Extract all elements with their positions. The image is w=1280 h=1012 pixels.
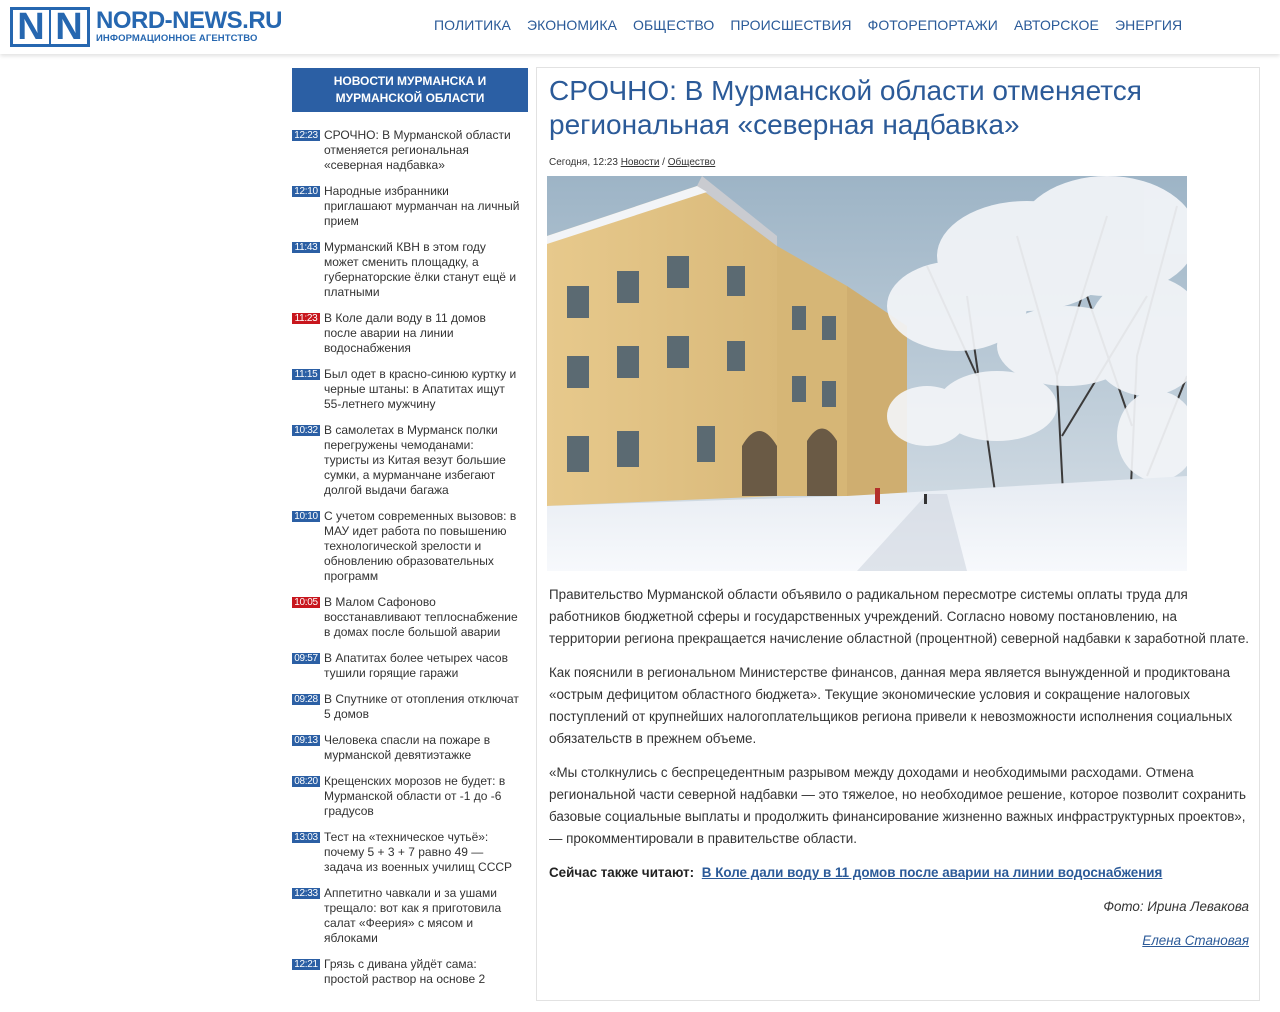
nav-energy[interactable]: ЭНЕРГИЯ [1114,17,1183,33]
news-item[interactable] [292,311,528,356]
news-sidebar [292,68,528,998]
news-item[interactable] [292,957,528,987]
logo-name: NORD-NEWS.RU [96,7,282,34]
logo-mark [10,7,90,47]
news-time-badge: 13:03 [292,832,320,843]
site-logo[interactable] [10,7,282,47]
news-link[interactable]: В Коле дали воду в 11 домов после аварии на линии водоснабжения [324,311,486,355]
logo-subtitle: ИНФОРМАЦИОННОЕ АГЕНТСТВО [96,33,258,44]
news-item[interactable] [292,692,528,722]
nav-photo-reports[interactable]: ФОТОРЕПОРТАЖИ [867,17,998,33]
news-link[interactable]: Крещенских морозов не будет: в Мурманской области от -1 до -6 градусов [324,774,506,818]
news-item[interactable] [292,886,528,946]
main-nav [426,0,1190,50]
news-link[interactable]: С учетом современных вызовов: в МАУ идет работа по повышению технологической зрелости и обновлению образовательных программ [324,509,517,583]
news-time-badge: 12:10 [292,186,320,197]
news-item[interactable] [292,184,528,229]
article-paragraph: Как пояснили в региональном Министерстве финансов, данная мера является вынужденной и продиктована «острым дефицитом областного бюджета». Текущие экономические условия и сокращение налоговых поступлений от крупнейших налогоплательщиков региона привели к невозможности исполнения социальных обязательств в прежнем объеме. [549,665,1233,746]
article-paragraph: «Мы столкнулись с беспрецедентным разрывом между доходами и необходимыми расходами. Отмена региональной части северной надбавки — это тяжелое, но необходимое решение, которое позволит сохранить базовые социальные выплаты и продолжить финансирование жизненно важных инфраструктурных проектов», — прокомментировали в правительстве области. [549,765,1247,846]
article-meta [549,157,715,168]
news-item[interactable] [292,774,528,819]
news-link[interactable]: Был одет в красно-синюю куртку и черные штаны: в Апатитах ищут 55-летнего мужчину [324,367,517,411]
article-paragraph: Правительство Мурманской области объявило о радикальном пересмотре системы оплаты труда для работников бюджетной сферы и государственных учреждений. Согласно новому постановлению, на территории региона прекращается начисление областной (процентной) северной надбавки к заработной плате. [549,587,1249,646]
news-time-badge: 08:20 [292,776,320,787]
category-society-link[interactable]: Общество [667,157,716,168]
nav-economy[interactable]: ЭКОНОМИКА [526,17,618,33]
news-item[interactable] [292,128,528,173]
category-news-link[interactable]: Новости [620,157,660,168]
article [536,67,1260,1001]
news-item[interactable] [292,830,528,875]
site-header [0,0,1280,54]
news-time-badge: 10:05 [292,597,320,608]
nav-politics[interactable]: ПОЛИТИКА [434,17,511,33]
news-link[interactable]: Народные избранники приглашают мурманчан на личный прием [324,184,520,228]
also-reading-label: Сейчас также читают: [549,865,695,880]
news-item[interactable] [292,240,528,300]
news-item[interactable] [292,423,528,498]
news-time-badge: 12:23 [292,130,320,141]
news-link[interactable]: Мурманский КВН в этом году может сменить площадку, а губернаторские ёлки станут ещё и платными [324,240,517,299]
author-link[interactable]: Елена Становая [1142,933,1249,948]
article-title: СРОЧНО: В Мурманской области отменяется региональная «северная надбавка» [549,75,1142,140]
news-link[interactable]: В Малом Сафоново восстанавливают теплоснабжение в домах после большой аварии [324,595,518,639]
news-time-badge: 09:13 [292,735,320,746]
meta-separator: / [659,157,668,168]
news-item[interactable] [292,733,528,763]
news-time-badge: 12:21 [292,959,320,970]
news-time-badge: 10:32 [292,425,320,436]
logo-letter-2: N [55,6,83,48]
nav-incidents[interactable]: ПРОИСШЕСТВИЯ [730,17,852,33]
article-photo [547,176,1187,571]
article-date: Сегодня, 12:23 [549,157,618,168]
article-body [549,584,1249,952]
news-link[interactable]: Аппетитно чавкали и за ушами трещало: вот как я приготовила салат «Феерия» с мясом и яблоками [324,886,502,945]
news-list [292,128,528,987]
news-time-badge: 11:15 [292,369,320,380]
news-link[interactable]: В Апатитах более четырех часов тушили горящие гаражи [324,651,508,680]
news-link[interactable]: Тест на «техническое чутьё»: почему 5 + 3 + 7 равно 49 — задача из военных училищ СССР [324,830,513,874]
nav-society[interactable]: ОБЩЕСТВО [633,17,715,33]
news-item[interactable] [292,595,528,640]
sidebar-title[interactable]: НОВОСТИ МУРМАНСКА И МУРМАНСКОЙ ОБЛАСТИ [292,68,528,112]
news-time-badge: 10:10 [292,511,320,522]
news-time-badge: 11:43 [292,242,320,253]
also-reading [549,862,1249,884]
news-link[interactable]: В самолетах в Мурманск полки перегружены чемоданами: туристы из Китая везут большие сумки, а мурманчане избегают долгой выдачи багажа [324,423,506,497]
nav-authors[interactable]: АВТОРСКОЕ [1013,17,1099,33]
news-item[interactable] [292,509,528,584]
news-time-badge: 09:57 [292,653,320,664]
news-link[interactable]: Человека спасли на пожаре в мурманской девятиэтажке [324,733,491,762]
news-time-badge: 12:33 [292,888,320,899]
news-link[interactable]: Грязь с дивана уйдёт сама: простой раствор на основе 2 [324,957,486,986]
news-link[interactable]: В Спутнике от отопления отключат 5 домов [324,692,519,721]
also-reading-link[interactable]: В Коле дали воду в 11 домов после аварии на линии водоснабжения [701,865,1163,880]
news-link[interactable]: СРОЧНО: В Мурманской области отменяется региональная «северная надбавка» [324,128,511,172]
author [549,930,1249,952]
photo-credit: Фото: Ирина Левакова [1103,899,1249,914]
logo-letter-1: N [17,6,45,48]
news-item[interactable] [292,651,528,681]
news-item[interactable] [292,367,528,412]
news-time-badge: 09:28 [292,694,320,705]
news-time-badge: 11:23 [292,313,320,324]
